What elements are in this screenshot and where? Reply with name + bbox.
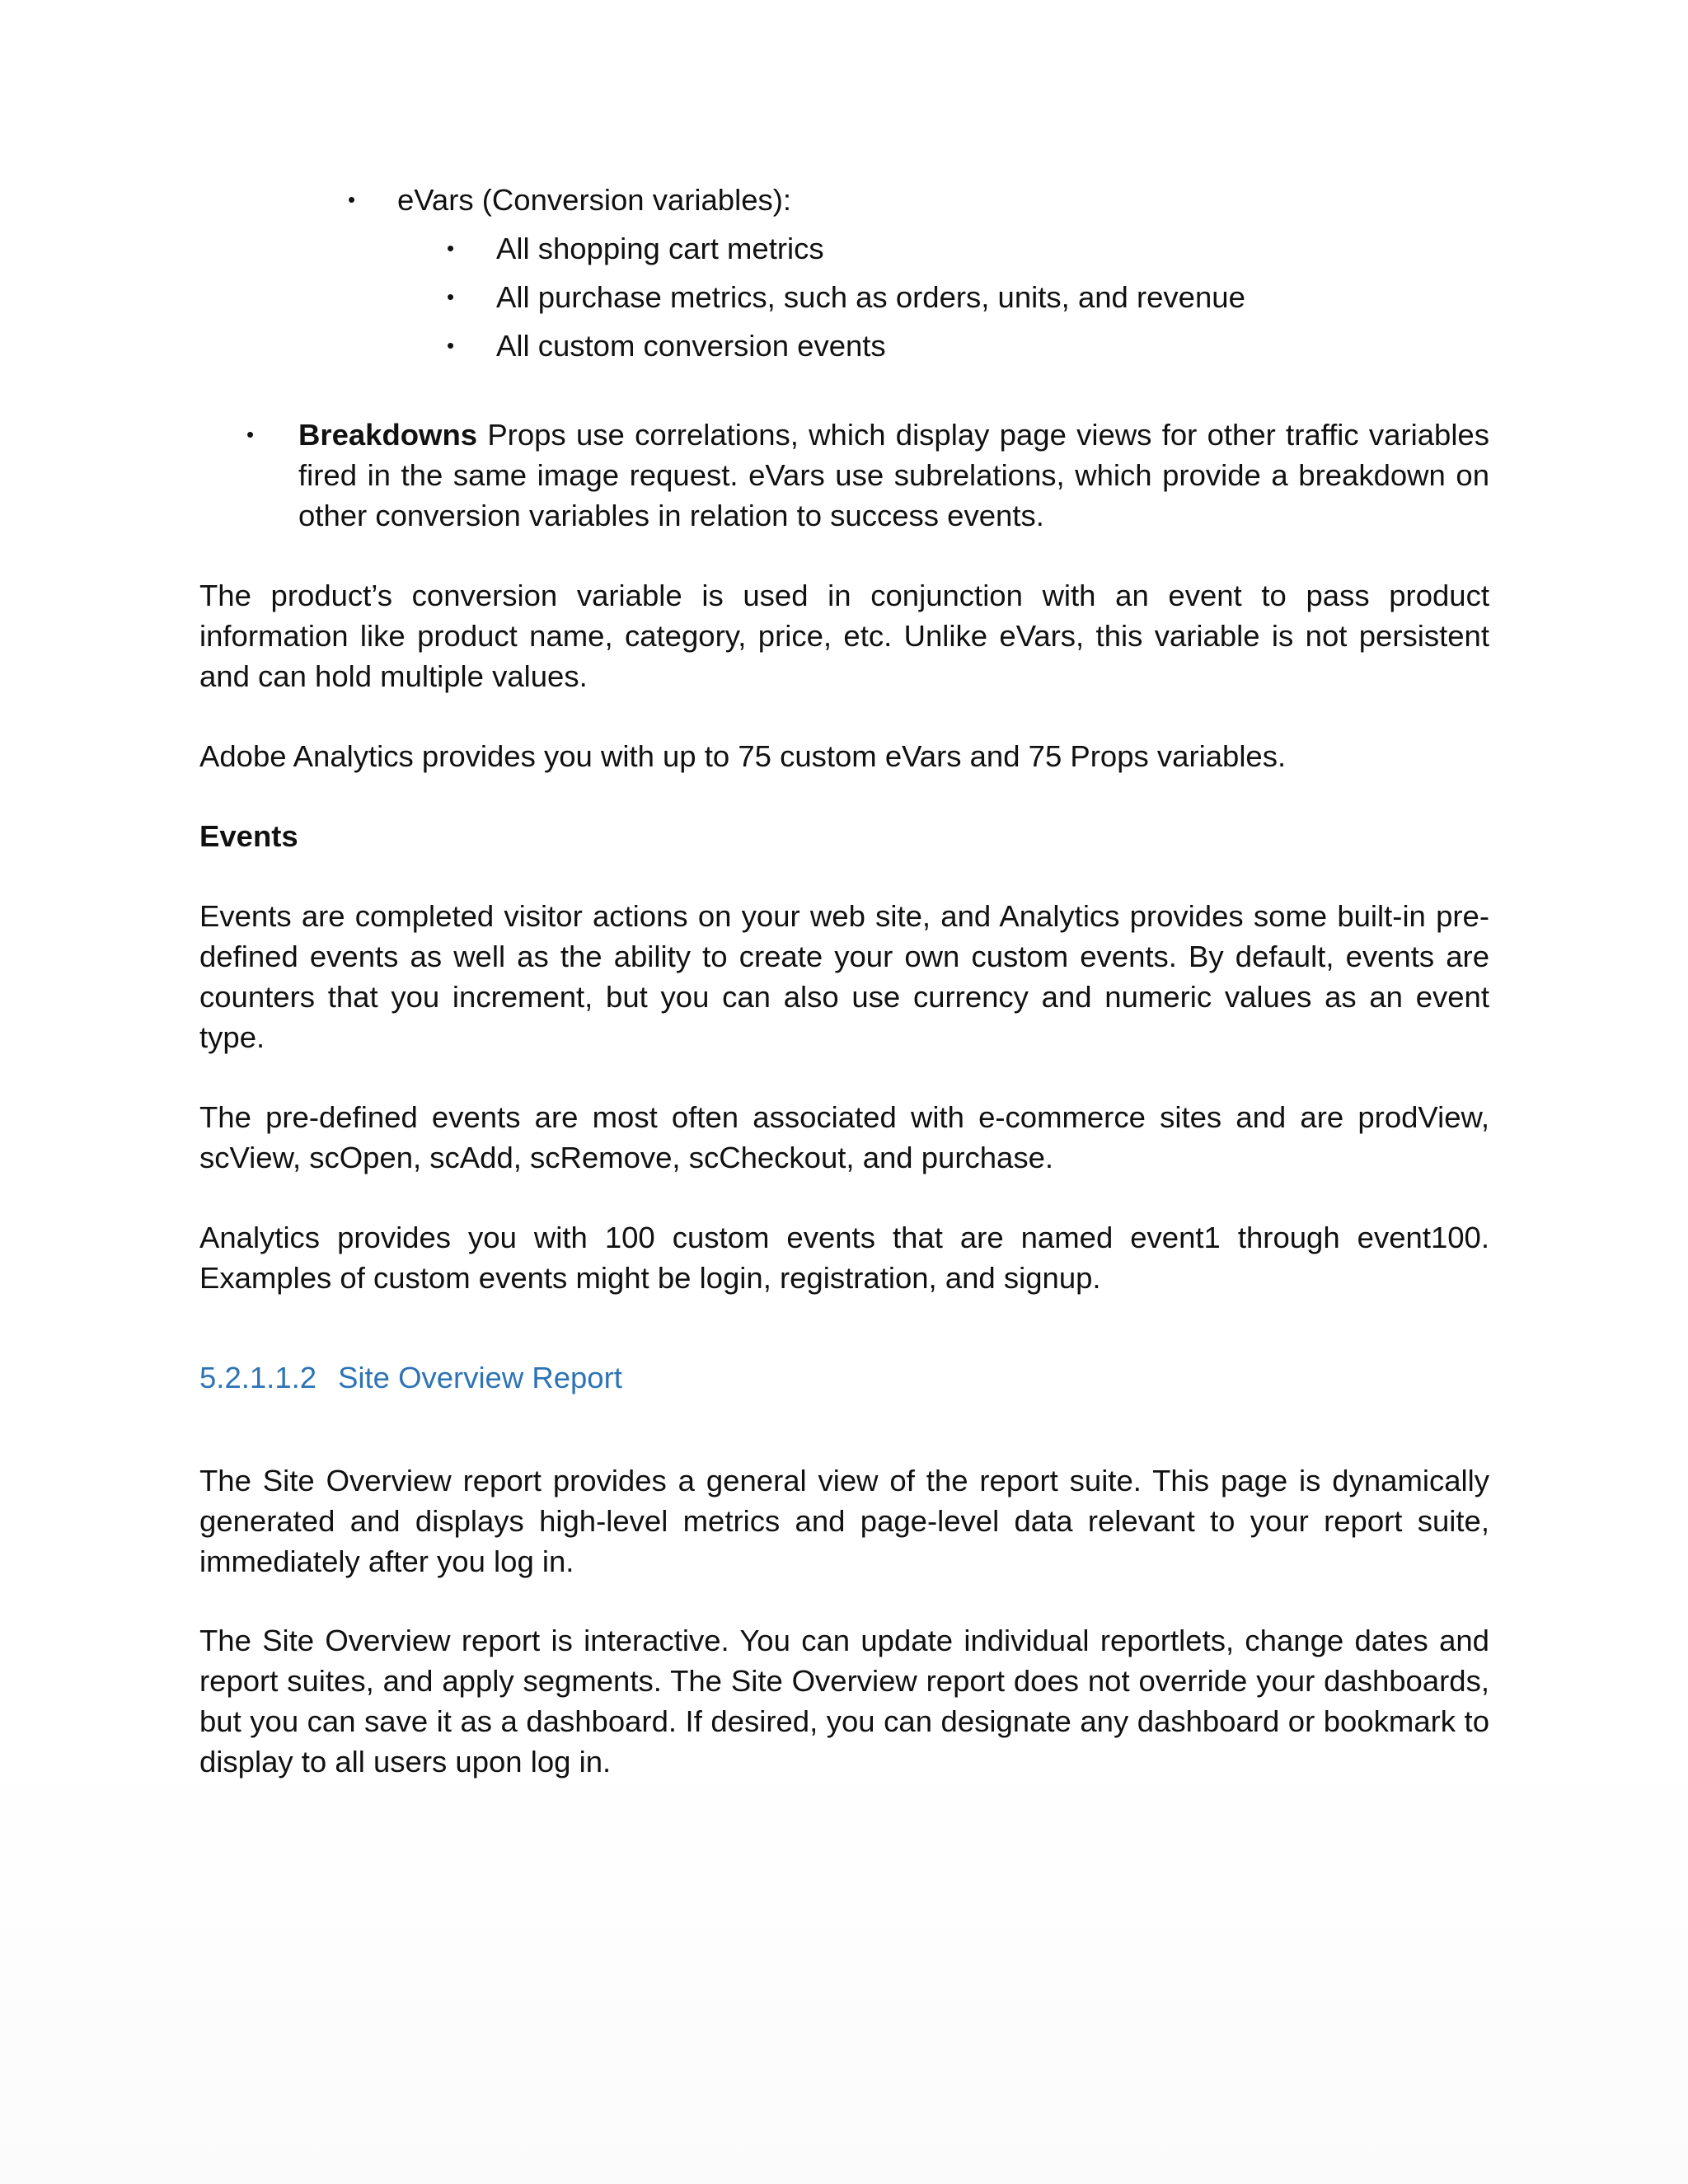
breakdowns-body: Props use correlations, which display page views for other traffic variables fired in the same image request. eVars use subrelations, which provide a breakdown on other conversion variables in relation to success events. xyxy=(298,418,1489,532)
site-overview-paragraph-2: The Site Overview report is interactive. You can update individual reportlets, change dates and report suites, and apply segments. The Site Overview report does not override your dashboards, but you can save it as a dashboard. If desired, you can designate any dashboard or bookmark to display to all users upon log in. xyxy=(199,1624,1489,1779)
evars-sublist xyxy=(199,228,1489,366)
list-item xyxy=(199,326,1489,366)
section-heading xyxy=(199,1357,1489,1398)
document-body xyxy=(199,180,1489,1782)
section-number: 5.2.1.1.2 xyxy=(199,1361,317,1394)
breakdowns-list-item xyxy=(199,415,1489,536)
evars-title: eVars (Conversion variables): xyxy=(397,183,792,217)
events-heading: Events xyxy=(199,819,298,853)
breakdowns-label: Breakdowns xyxy=(298,418,478,452)
custom-events-paragraph: Analytics provides you with 100 custom events that are named event1 through event100. Examples of custom events might be login, registration, and signup. xyxy=(199,1221,1489,1295)
bullet-icon: • xyxy=(447,333,455,358)
list-item-text: All custom conversion events xyxy=(496,329,886,363)
bullet-icon: • xyxy=(447,236,455,260)
product-variable-paragraph: The product’s conversion variable is used in conjunction with an event to pass product information like product name, category, price, etc. Unlike eVars, this variable is not persistent and can hold multiple values. xyxy=(199,579,1489,693)
bullet-icon: • xyxy=(246,422,255,447)
list-item xyxy=(199,228,1489,269)
bullet-icon: • xyxy=(348,187,356,212)
list-item-text: All purchase metrics, such as orders, units, and revenue xyxy=(496,280,1245,314)
adobe-limits-paragraph: Adobe Analytics provides you with up to 75 custom eVars and 75 Props variables. xyxy=(199,739,1287,773)
breakdowns-text xyxy=(298,415,1489,536)
bullet-icon: • xyxy=(447,284,455,309)
list-item xyxy=(199,277,1489,317)
section-title: Site Overview Report xyxy=(338,1361,622,1394)
list-item-text: All shopping cart metrics xyxy=(496,232,824,265)
events-intro-paragraph: Events are completed visitor actions on your web site, and Analytics provides some built-in pre-defined events as well as the ability to create your own custom events. By default, events are counters that you increment, but you can also use currency and numeric values as an event type. xyxy=(199,899,1489,1054)
predefined-events-paragraph: The pre-defined events are most often associated with e-commerce sites and are prodView, scView, scOpen, scAdd, scRemove, scCheckout, and purchase. xyxy=(199,1100,1489,1174)
site-overview-paragraph-1: The Site Overview report provides a general view of the report suite. This page is dynamically generated and displays high-level metrics and page-level data relevant to your report suite, immediately after you log in. xyxy=(199,1464,1489,1578)
evars-list-item xyxy=(199,180,1489,220)
